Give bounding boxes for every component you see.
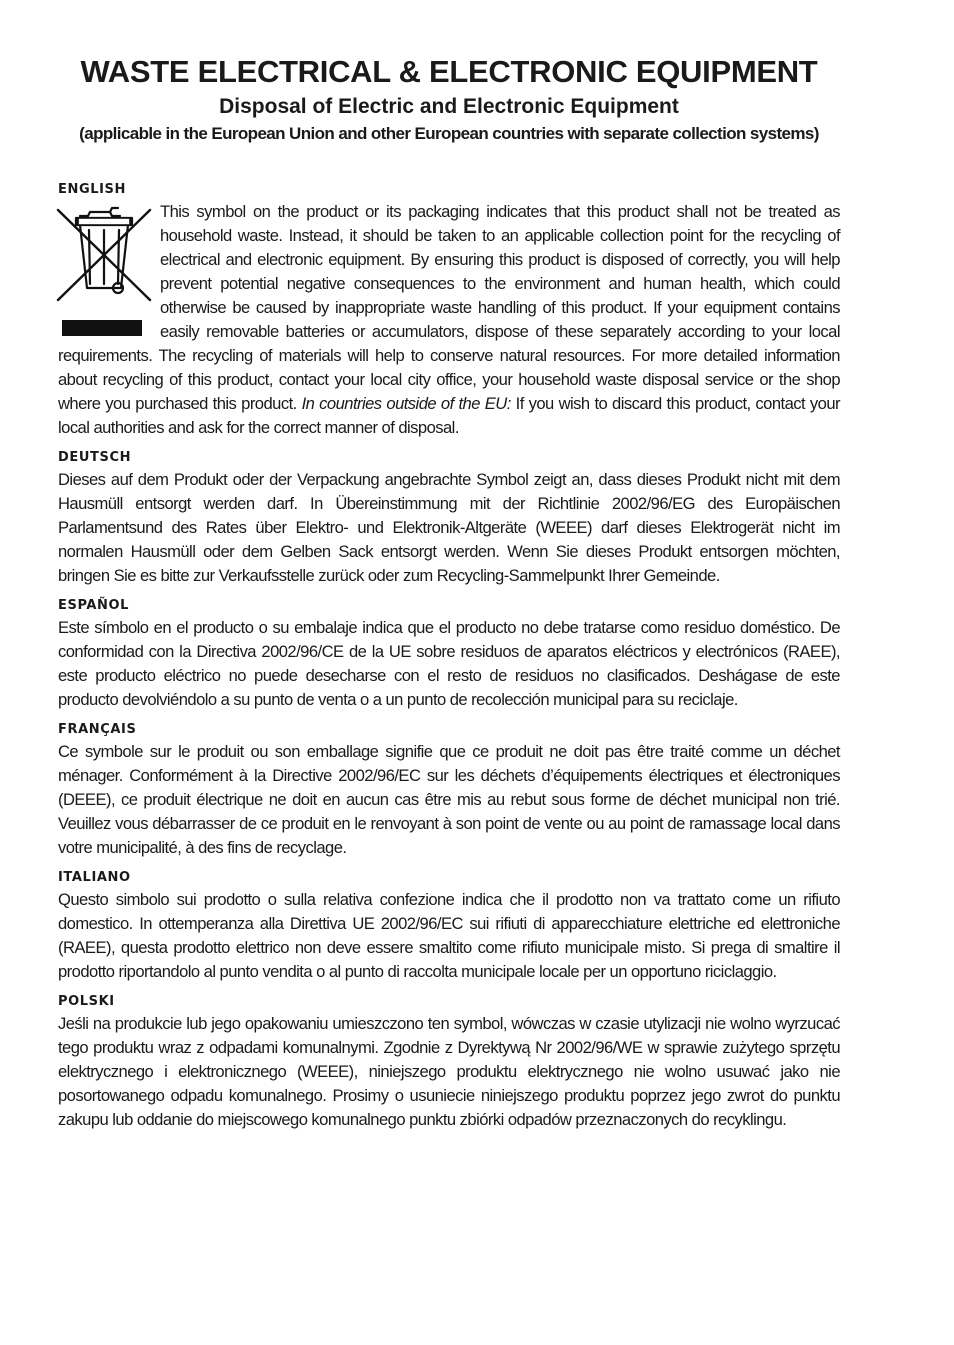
page-title: WASTE ELECTRICAL & ELECTRONIC EQUIPMENT (80, 54, 818, 89)
section-francais (58, 720, 840, 860)
section-deutsch (58, 448, 840, 588)
section-heading-espanol: ESPAÑOL (58, 598, 130, 613)
section-polski (58, 992, 840, 1132)
section-text-deutsch: Dieses auf dem Produkt oder der Verpackung angebrachte Symbol zeigt an, dass dieses Produkt nicht mit dem Hausmüll entsorgt werden darf. In Übereinstimmung mit der Richtlinie 2002/96/EG des Europäischen Parlamentsund des Rates über Elektro- und Elektronik-Altgeräte (WEEE) darf dieses Elektrogerät nicht im normalen Hausmüll oder dem Gelben Sack entsorgt werden. Wenn Sie dieses Produkt entsorgen möchten, bringen Sie es bitte zur Verkaufsstelle zurück oder zum Recycling-Sammelpunkt Ihrer Gemeinde. (58, 470, 840, 585)
symbol-black-bar (62, 320, 142, 336)
section-text-english (58, 200, 840, 440)
page-subtitle: Disposal of Electric and Electronic Equipment (219, 95, 679, 118)
english-text-italic: In countries outside of the EU: (301, 394, 511, 413)
section-text-espanol: Este símbolo en el producto o su embalaje indica que el producto no debe tratarse como residuo doméstico. De conformidad con la Directiva 2002/96/CE de la UE sobre residuos de aparatos eléctricos y electrónicos (RAEE), este producto eléctrico no puede desecharse con el resto de residuos no clasificados. Deshágase de este producto devolviéndolo a su punto de venta o a un punto de recolección municipal para su reciclaje. (58, 618, 840, 709)
section-italiano (58, 868, 840, 984)
document-page (58, 52, 840, 1132)
section-heading-francais: FRANÇAIS (58, 722, 137, 737)
section-heading-english: ENGLISH (58, 182, 126, 197)
bin-symbol-svg (54, 204, 154, 316)
section-text-italiano: Questo simbolo sui prodotto o sulla relativa confezione indica che il prodotto non va trattato come un rifiuto domestico. In ottemperanza alla Direttiva UE 2002/96/EC sui rifiuti di apparecchiature elettriche ed elettroniche (RAEE), questa prodotto elettrico non deve essere smaltito come rifiuto municipale misto. Si prega di smaltire il prodotto riportandolo al punto vendita o al punto di raccolta municipale locale per un opportuno riciclaggio. (58, 890, 840, 981)
section-english (58, 180, 840, 440)
section-heading-italiano: ITALIANO (58, 870, 131, 885)
section-text-polski: Jeśli na produkcie lub jego opakowaniu umieszczono ten symbol, wówczas w czasie utylizacji nie wolno wyrzucać tego produktu wraz z odpadami komunalnymi. Zgodnie z Dyrektywą Nr 2002/96/WE w sprawie zużytego sprzętu elektrycznego i elektronicznego (WEEE), niniejszego produktu elektrycznego nie wolno usuwać jako nie posortowanego odpadu komunalnego. Prosimy o usuniecie niniejszego produktu poprzez jego zwrot do punktu zakupu lub oddanie do miejscowego komunalnego punktu zbiórki odpadów przeznaczonych do recyklingu. (58, 1014, 840, 1129)
english-text-main: This symbol on the product or its packaging indicates that this product shall not be treated as household waste. Instead, it should be taken to an applicable collection point for the recycling of electrical and electronic equipment. By ensuring this product is disposed of correctly, you will help prevent potential negative consequences to the environment and human health, which could otherwise be caused by inappropriate waste handling of this product. If your equipment contains easily removable batteries or accumulators, dispose of these separately according to your local requirements. The recycling of materials will help to conserve natural resources. For more detailed information about recycling of this product, contact your local city office, your household waste disposal service or the shop where you purchased this product. (58, 202, 840, 413)
english-text-tail: If you wish to discard this product, contact your local authorities and ask for the correct manner of disposal. (58, 394, 841, 437)
crossed-out-wheeled-bin-icon (54, 204, 154, 344)
section-heading-polski: POLSKI (58, 994, 115, 1009)
section-espanol (58, 596, 840, 712)
applicability-note: (applicable in the European Union and other European countries with separate collection systems) (79, 124, 819, 143)
section-text-francais: Ce symbole sur le produit ou son emballage signifie que ce produit ne doit pas être traité comme un déchet ménager. Conformément à la Directive 2002/96/EC sur les déchets d’équipements électriques et électroniques (DEEE), ce produit électrique ne doit en aucun cas être mis au rebut sous forme de déchet municipal non trié. Veuillez vous débarrasser de ce produit en le renvoyant à son point de vente ou au point de ramassage local dans votre municipalité, à des fins de recyclage. (58, 742, 840, 857)
section-heading-deutsch: DEUTSCH (58, 450, 132, 465)
